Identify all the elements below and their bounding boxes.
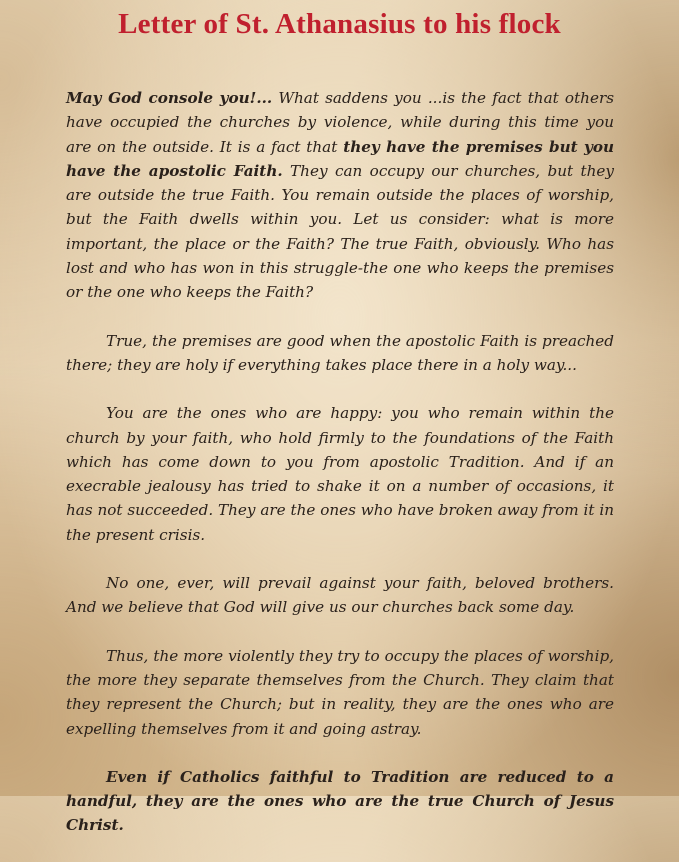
paragraph-2: True, the premises are good when the apostolic Faith is preached there; they are holy if everything takes place there in a holy way...: [66, 331, 614, 374]
paragraph-1-text-b: They can occupy our churches, but they are outside the true Faith. You remain outside the places of worship, but the Faith dwells within you. Let us consider: what is more important, the place or the Faith? The true Faith, obviously. Who has lost and who has won in this struggle-the one who keeps the premises or the one who keeps the Faith?: [66, 161, 614, 302]
paragraph-3: You are the ones who are happy: you who remain within the church by your faith, who hold firmly to the foundations of the Faith which has come down to you from apostolic Tradition. And if an execrable jealousy has tried to shake it on a number of occasions, it has not succeeded. They are the ones who have broken away from it in the present crisis.: [66, 404, 614, 544]
emphasis-premises-faith: they have the premises but you have the apostolic Faith.: [66, 137, 614, 180]
page-title: Letter of St. Athanasius to his flock: [118, 8, 561, 40]
paragraph-5: Thus, the more violently they try to occupy the places of worship, the more they separate themselves from the Church. They claim that they represent the Church; but in reality, they are the ones who are expelling themselves from it and going astray.: [66, 646, 614, 738]
letter-body: [66, 86, 614, 862]
paragraph-4: No one, ever, will prevail against your faith, beloved brothers. And we believe that God will give us our churches back some day.: [66, 574, 614, 617]
paragraph-6-closing: Even if Catholics faithful to Tradition are reduced to a handful, they are the ones who are the true Church of Jesus Christ.: [66, 767, 614, 835]
paragraph-1: [66, 86, 614, 305]
opening-greeting: May God console you!...: [66, 89, 273, 107]
paragraph-1-text-a: What saddens you ...is the fact that others have occupied the churches by violence, while during this time you are on the outside. It is a fact that: [66, 89, 615, 156]
